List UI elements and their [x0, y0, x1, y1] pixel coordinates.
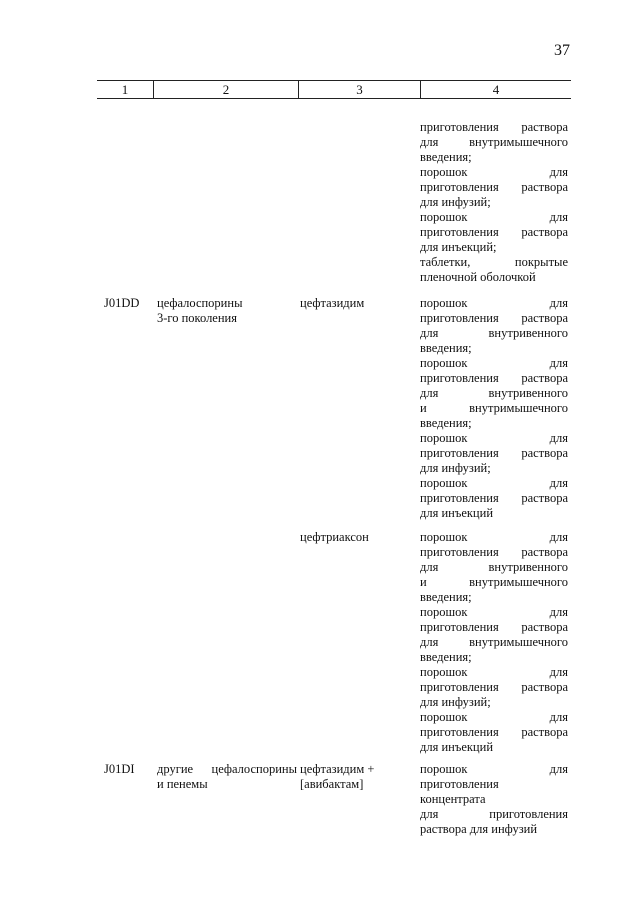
form-line: приготовления раствора: [420, 725, 568, 739]
table-header: [97, 80, 571, 99]
header-col-4: 4: [420, 81, 571, 98]
form-line: для внутримышечного: [420, 135, 568, 149]
form-line: для внутривенного: [420, 386, 568, 400]
form-block: [420, 431, 568, 476]
form-line: порошок для: [420, 710, 568, 724]
drug-group: [157, 762, 297, 792]
form-line: порошок для: [420, 165, 568, 179]
form-line: для инъекций: [420, 740, 494, 754]
form-block: [420, 605, 568, 665]
form-line: для инъекций;: [420, 240, 497, 254]
form-line: порошок для: [420, 530, 568, 544]
form-line: порошок для: [420, 356, 568, 370]
form-block: [420, 165, 568, 210]
form-line: приготовления раствора: [420, 620, 568, 634]
form-line: приготовления: [420, 777, 499, 791]
form-line: порошок для: [420, 476, 568, 490]
form-line: порошок для: [420, 605, 568, 619]
form-line: для внутримышечного: [420, 635, 568, 649]
form-line: введения;: [420, 590, 472, 604]
form-line: для внутривенного: [420, 326, 568, 340]
form-block: [420, 530, 568, 605]
form-line: приготовления раствора: [420, 371, 568, 385]
form-line: концентрата: [420, 792, 486, 806]
form-block: [420, 710, 568, 755]
drug-name: [300, 762, 408, 792]
form-block: [420, 210, 568, 255]
header-col-1: 1: [121, 82, 129, 97]
form-line: приготовления раствора: [420, 446, 568, 460]
header-col-2: 2: [153, 81, 298, 98]
form-line: и внутримышечного: [420, 401, 568, 415]
dosage-forms: [420, 296, 568, 521]
form-line: для инъекций: [420, 506, 494, 520]
form-block: [420, 120, 568, 165]
form-line: для приготовления: [420, 807, 568, 821]
group-line: 3-го поколения: [157, 311, 237, 325]
form-line: для внутривенного: [420, 560, 568, 574]
form-line: порошок для: [420, 665, 568, 679]
drug-name: [300, 530, 408, 545]
form-block: [420, 476, 568, 521]
form-line: приготовления раствора: [420, 225, 568, 239]
form-line: таблетки, покрытые: [420, 255, 568, 269]
form-line: введения;: [420, 150, 472, 164]
dosage-forms: [420, 530, 568, 755]
group-line: и пенемы: [157, 777, 208, 791]
form-line: введения;: [420, 416, 472, 430]
form-block: [420, 356, 568, 431]
drug-line: цефтазидим +: [300, 762, 375, 776]
form-line: введения;: [420, 650, 472, 664]
form-line: порошок для: [420, 762, 568, 776]
form-line: приготовления раствора: [420, 311, 568, 325]
form-block: [420, 296, 568, 356]
form-line: приготовления раствора: [420, 680, 568, 694]
drug-line: цефтазидим: [300, 296, 365, 310]
atc-code: J01DD: [104, 296, 140, 310]
form-line: для инфузий;: [420, 195, 491, 209]
header-col-3: 3: [298, 81, 420, 98]
dosage-forms: [420, 762, 568, 837]
form-block: [420, 762, 568, 837]
form-line: раствора для инфузий: [420, 822, 538, 836]
drug-name: [300, 296, 408, 311]
drug-line: [авибактам]: [300, 777, 364, 791]
form-line: приготовления раствора: [420, 120, 568, 134]
group-line: цефалоспорины: [157, 296, 243, 310]
form-line: для инфузий;: [420, 461, 491, 475]
drug-line: цефтриаксон: [300, 530, 369, 544]
form-block: [420, 255, 568, 285]
form-line: приготовления раствора: [420, 491, 568, 505]
group-line: другие цефалоспорины: [157, 762, 297, 776]
atc-code: J01DI: [104, 762, 135, 776]
dosage-forms: [420, 120, 568, 285]
form-line: введения;: [420, 341, 472, 355]
form-line: порошок для: [420, 210, 568, 224]
form-line: для инфузий;: [420, 695, 491, 709]
form-line: и внутримышечного: [420, 575, 568, 589]
form-line: пленочной оболочкой: [420, 270, 536, 284]
form-line: порошок для: [420, 296, 568, 310]
form-line: приготовления раствора: [420, 545, 568, 559]
page-number: 37: [554, 42, 570, 59]
form-block: [420, 665, 568, 710]
form-line: приготовления раствора: [420, 180, 568, 194]
form-line: порошок для: [420, 431, 568, 445]
drug-group: [157, 296, 297, 326]
